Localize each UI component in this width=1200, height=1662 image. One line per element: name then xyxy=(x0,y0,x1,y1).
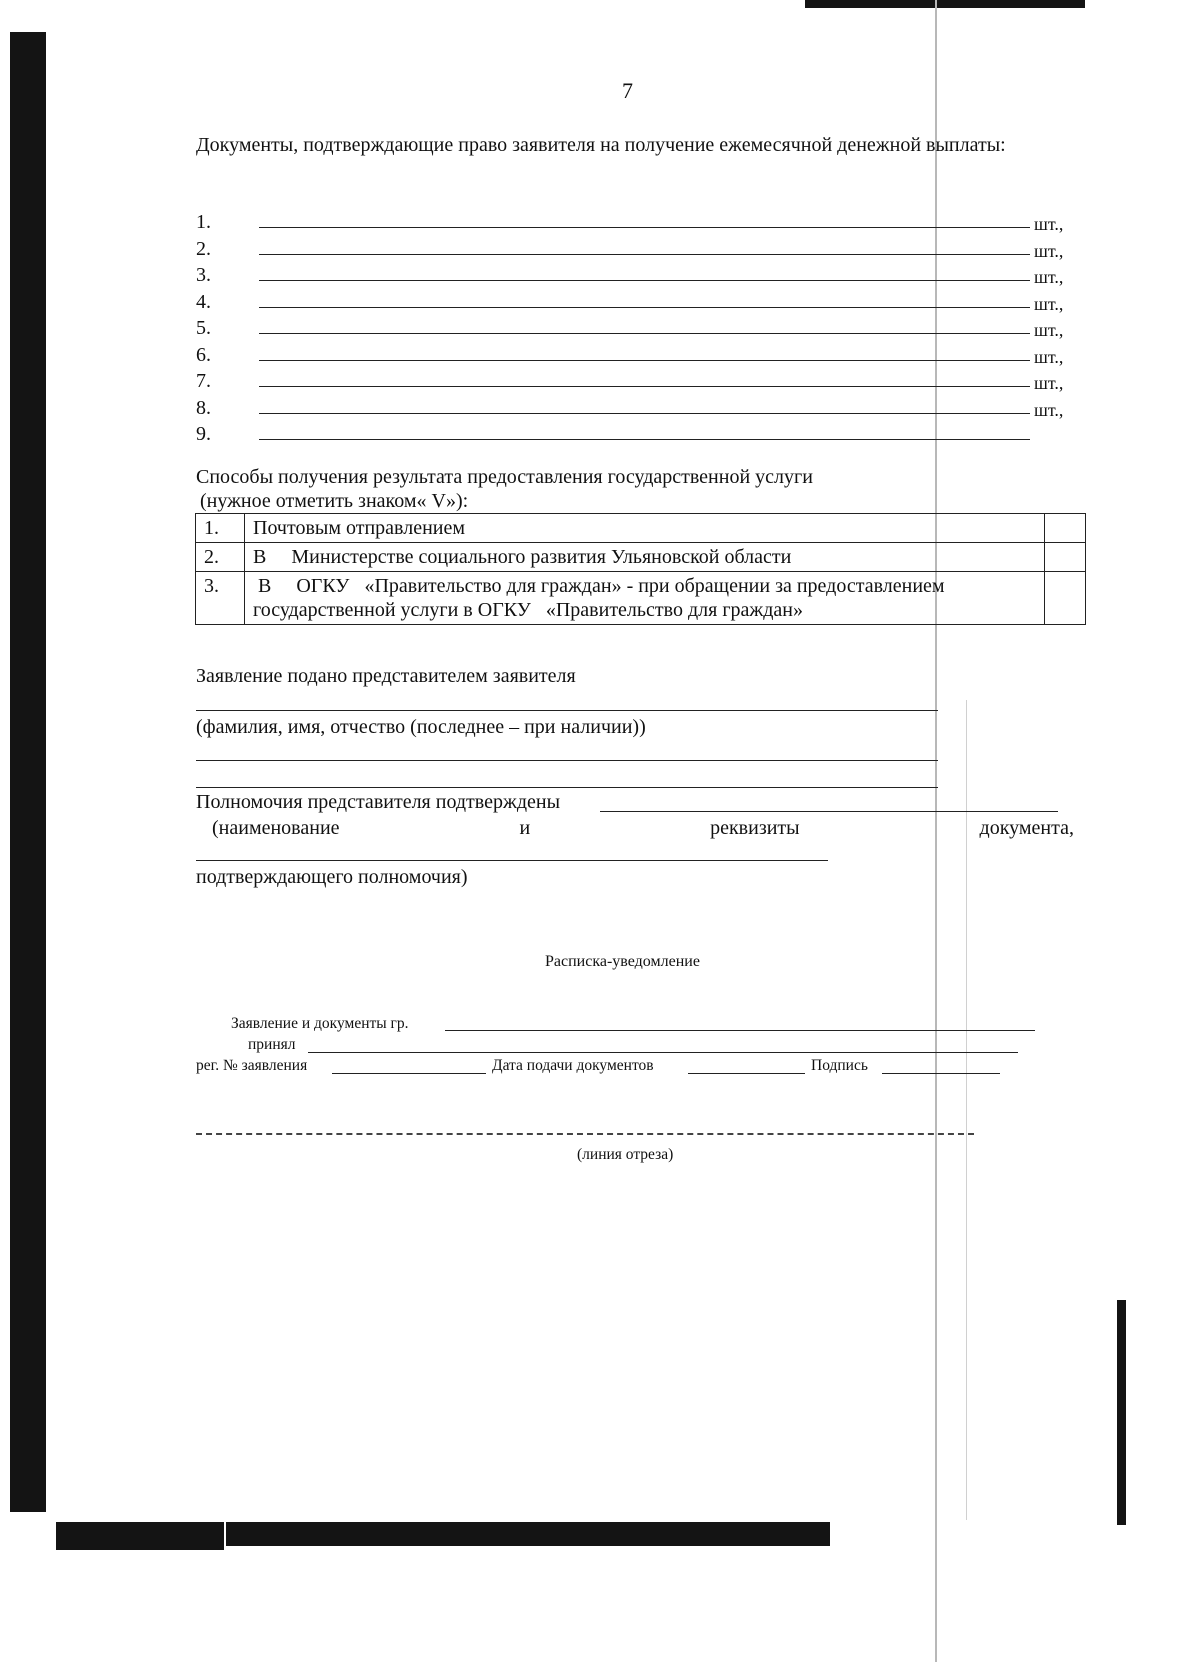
blank-line[interactable] xyxy=(196,787,938,788)
cut-line xyxy=(196,1133,974,1135)
checkbox-cell[interactable] xyxy=(1045,572,1086,625)
item-suffix: шт., xyxy=(1034,346,1064,367)
list-item xyxy=(196,342,1076,369)
sign-label: Подпись xyxy=(811,1057,868,1074)
cut-line-label: (линия отреза) xyxy=(577,1146,674,1163)
receipt-title: Расписка-уведомление xyxy=(545,953,700,970)
doc-hint-row xyxy=(196,815,1074,841)
row-text-line1: В ОГКУ «Правительство для граждан» - при обращении за предоставлением xyxy=(253,575,945,597)
list-item xyxy=(196,289,1076,316)
accepted-line[interactable] xyxy=(308,1052,1018,1053)
item-number: 4. xyxy=(196,290,211,313)
blank-line[interactable] xyxy=(259,386,1030,387)
table-row xyxy=(196,572,1086,625)
item-suffix: шт., xyxy=(1034,293,1064,314)
blank-line[interactable] xyxy=(259,254,1030,255)
doc-hint-word: (наименование xyxy=(212,817,340,839)
representative-name-line[interactable] xyxy=(196,710,938,711)
list-item xyxy=(196,368,1076,395)
list-item xyxy=(196,236,1076,263)
row-text xyxy=(245,572,1045,625)
item-suffix: шт., xyxy=(1034,240,1064,261)
blank-line[interactable] xyxy=(259,439,1030,440)
blank-line[interactable] xyxy=(259,307,1030,308)
authority-label: Полномочия представителя подтверждены xyxy=(196,791,561,813)
methods-heading-line1: Способы получения результата предоставления государственной услуги xyxy=(196,466,813,488)
page-number: 7 xyxy=(622,78,633,103)
row-number: 3. xyxy=(196,572,245,625)
reg-label: рег. № заявления xyxy=(196,1057,308,1074)
scan-bottom-edge-2 xyxy=(226,1522,830,1546)
list-item xyxy=(196,395,1076,422)
methods-heading-line2: (нужное отметить знаком« V»): xyxy=(200,490,469,512)
doc-hint-word: реквизиты xyxy=(710,817,800,839)
table-row xyxy=(196,543,1086,572)
accepted-label: принял xyxy=(248,1036,296,1053)
documents-heading-text: Документы, подтверждающие право заявителя на получение ежемесячной денежной выплаты: xyxy=(196,134,1006,156)
doc-hint-word: и xyxy=(519,817,531,839)
item-suffix: шт., xyxy=(1034,373,1064,393)
item-number: 7. xyxy=(196,370,211,392)
blank-line[interactable] xyxy=(196,760,938,761)
item-number: 5. xyxy=(196,317,211,339)
row-text-line2: государственной услуги в ОГКУ «Правительство для граждан» xyxy=(253,599,803,621)
blank-line[interactable] xyxy=(259,333,1030,334)
item-number: 8. xyxy=(196,396,211,419)
methods-heading xyxy=(196,464,1076,514)
date-line[interactable] xyxy=(688,1073,805,1074)
item-number: 1. xyxy=(196,211,211,233)
checkbox-cell[interactable] xyxy=(1045,514,1086,543)
blank-line[interactable] xyxy=(259,227,1030,228)
list-item xyxy=(196,315,1076,342)
row-number: 1. xyxy=(196,514,245,543)
sign-line[interactable] xyxy=(882,1073,1000,1074)
scan-bottom-edge xyxy=(56,1522,224,1550)
fio-hint: (фамилия, имя, отчество (последнее – при наличии)) xyxy=(196,716,646,738)
documents-heading xyxy=(196,132,1072,158)
submitted-label: Заявление подано представителем заявителя xyxy=(196,665,576,687)
item-number: 2. xyxy=(196,237,211,260)
authority-field-line[interactable] xyxy=(600,811,1058,812)
item-number: 9. xyxy=(196,423,211,445)
doc-hint-word: документа, xyxy=(979,817,1074,839)
authority-doc-line[interactable] xyxy=(196,860,828,861)
docs-from-line[interactable] xyxy=(445,1030,1035,1031)
doc-hint-end: подтверждающего полномочия) xyxy=(196,866,468,888)
scan-top-edge xyxy=(805,0,1085,8)
blank-line[interactable] xyxy=(259,280,1030,281)
item-suffix: шт., xyxy=(1034,267,1064,287)
item-suffix: шт., xyxy=(1034,320,1064,340)
list-item xyxy=(196,421,1076,448)
item-number: 6. xyxy=(196,343,211,366)
blank-line[interactable] xyxy=(259,413,1030,414)
scan-left-edge xyxy=(10,32,46,1512)
table-row xyxy=(196,514,1086,543)
row-text: Почтовым отправлением xyxy=(245,514,1045,543)
item-number: 3. xyxy=(196,264,211,286)
methods-table xyxy=(195,513,1086,625)
date-label: Дата подачи документов xyxy=(492,1057,654,1074)
docs-from-label: Заявление и документы гр. xyxy=(231,1015,409,1032)
list-item xyxy=(196,209,1076,236)
documents-list xyxy=(196,209,1076,448)
item-suffix: шт., xyxy=(1034,399,1064,420)
row-text: В Министерстве социального развития Ульяновской области xyxy=(245,543,1045,572)
row-number: 2. xyxy=(196,543,245,572)
checkbox-cell[interactable] xyxy=(1045,543,1086,572)
list-item xyxy=(196,262,1076,289)
item-suffix: шт., xyxy=(1034,214,1064,234)
scan-right-edge xyxy=(1117,1300,1126,1525)
blank-line[interactable] xyxy=(259,360,1030,361)
reg-number-line[interactable] xyxy=(332,1073,486,1074)
